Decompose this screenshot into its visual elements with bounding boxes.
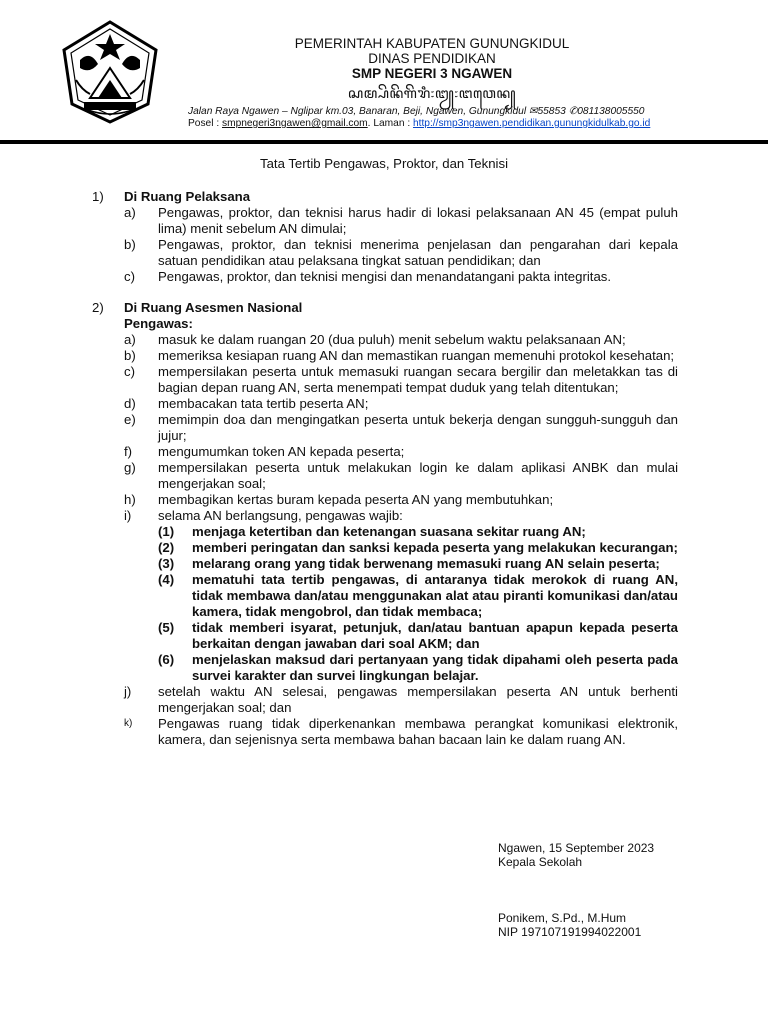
- item-text: mempersilakan peserta untuk melakukan login ke dalam aplikasi ANBK dan mulai mengerjakan soal;: [158, 460, 678, 491]
- department-name: DINAS PENDIDIKAN: [368, 51, 496, 66]
- address-line: [188, 106, 688, 118]
- item-text: membagikan kertas buram kepada peserta AN yang membutuhkan;: [158, 492, 554, 507]
- list-item: [92, 508, 678, 524]
- document-title: Tata Tertib Pengawas, Proktor, dan Teknisi: [259, 156, 508, 171]
- list-item: [92, 364, 678, 396]
- duty-text: tidak memberi isyarat, petunjuk, dan/atau bantuan apapun kepada peserta berkaitan dengan jawaban dari soal AKM; dan: [192, 620, 678, 651]
- letterhead: [172, 36, 692, 105]
- section-subheading: Pengawas:: [124, 316, 193, 331]
- item-text: Pengawas, proktor, dan teknisi menerima penjelasan dan pengarahan dari kepala satuan pendidikan atau pelaksana tingkat satuan pendidikan; dan: [158, 237, 678, 268]
- government-name: PEMERINTAH KABUPATEN GUNUNGKIDUL: [294, 36, 570, 51]
- duty-number: (3): [158, 556, 175, 571]
- signer-position: Kepala Sekolah: [498, 855, 583, 869]
- gunungkidul-emblem-logo: [60, 20, 160, 124]
- item-text: masuk ke dalam ruangan 20 (dua puluh) menit sebelum waktu pelaksanaan AN;: [158, 332, 626, 347]
- item-text: setelah waktu AN selesai, pengawas mempersilakan peserta AN untuk berhenti mengerjakan soal; dan: [158, 684, 678, 715]
- item-text: Pengawas ruang tidak diperkenankan membawa perangkat komunikasi elektronik, kamera, dan sejenisnya serta membawa bahan bacaan lain ke dalam ruang AN.: [158, 716, 678, 747]
- duty-text: melarang orang yang tidak berwenang memasuki ruang AN selain peserta;: [192, 556, 660, 571]
- duty-item: [158, 556, 678, 572]
- item-letter: b): [124, 348, 136, 363]
- list-item: [92, 332, 678, 348]
- signature-block: [498, 841, 654, 939]
- item-text: memimpin doa dan mengingatkan peserta untuk bekerja dengan sungguh-sungguh dan jujur;: [158, 412, 678, 443]
- duties-list: [158, 524, 678, 684]
- list-item: [92, 237, 678, 269]
- duty-number: (4): [158, 572, 175, 587]
- document-body: [92, 189, 678, 763]
- item-letter: a): [124, 205, 136, 220]
- duty-item: [158, 620, 678, 652]
- item-letter: f): [124, 444, 133, 459]
- duty-item: [158, 524, 678, 540]
- email-link[interactable]: smpnegeri3ngawen@gmail.com: [221, 118, 368, 129]
- postal-code: 55853: [537, 106, 566, 117]
- section-heading: Di Ruang Asesmen Nasional: [124, 300, 303, 315]
- item-text: memeriksa kesiapan ruang AN dan memastikan ruangan memenuhi protokol kesehatan;: [158, 348, 675, 363]
- list-item: [92, 396, 678, 412]
- section-ruang-asesmen: [92, 300, 678, 748]
- section-number: 2): [92, 300, 104, 315]
- item-text: selama AN berlangsung, pengawas wajib:: [158, 508, 403, 523]
- item-text: mempersilakan peserta untuk memasuki ruangan secara bergilir dan meletakkan tas di bagian depan ruang AN, serta menempati tempat duduk yang telah ditentukan;: [158, 364, 678, 395]
- list-item: [92, 348, 678, 364]
- item-letter: c): [124, 364, 135, 379]
- duty-text: memberi peringatan dan sanksi kepada peserta yang melakukan kecurangan;: [192, 540, 678, 555]
- item-letter: g): [124, 460, 136, 475]
- item-letter: e): [124, 412, 136, 427]
- item-letter: i): [124, 508, 132, 523]
- phone-icon: ✆: [568, 106, 578, 117]
- duty-number: (2): [158, 540, 175, 555]
- item-letter: h): [124, 492, 136, 507]
- section-number: 1): [92, 189, 104, 204]
- list-item: [92, 269, 678, 285]
- list-item: [92, 412, 678, 444]
- signer-nip: NIP 197107191994022001: [498, 925, 642, 939]
- duty-item: [158, 540, 678, 556]
- website-link[interactable]: http://smp3ngawen.pendidikan.gunungkidulkab.go.id: [412, 118, 651, 129]
- duty-number: (1): [158, 524, 175, 539]
- section-ruang-pelaksana: [92, 189, 678, 285]
- letterhead-contact: [188, 106, 688, 130]
- signature-space: [498, 869, 654, 911]
- duty-text: menjelaskan maksud dari pertanyaan yang tidak dipahami oleh peserta pada survei karakter dan survei lingkungan belajar.: [192, 652, 678, 683]
- duty-number: (5): [158, 620, 175, 635]
- signer-name: Ponikem, S.Pd., M.Hum: [498, 911, 627, 925]
- item-text: mengumumkan token AN kepada peserta;: [158, 444, 405, 459]
- item-text: Pengawas, proktor, dan teknisi mengisi dan menandatangani pakta integritas.: [158, 269, 612, 284]
- list-item: [92, 205, 678, 237]
- item-text: membacakan tata tertib peserta AN;: [158, 396, 369, 411]
- list-item: [92, 716, 678, 748]
- phone-number: 081138005550: [577, 106, 645, 117]
- address-text: Jalan Raya Ngawen – Nglipar km.03, Banaran, Beji, Ngawen, Gunungkidul: [188, 106, 527, 117]
- mail-icon: ✉: [528, 106, 538, 117]
- school-name: SMP NEGERI 3 NGAWEN: [351, 66, 513, 81]
- javanese-script-name: ꦱꦩ꧀ꦥꦼꦤꦼꦒꦼꦫꦶ꧇꧓꧇ꦔꦮꦺꦤ꧀: [347, 86, 517, 102]
- list-item: [92, 460, 678, 492]
- item-text: Pengawas, proktor, dan teknisi harus hadir di lokasi pelaksanaan AN 45 (empat puluh lima) menit sebelum AN dimulai;: [158, 205, 678, 236]
- letterhead-divider: [0, 140, 768, 144]
- duty-text: mematuhi tata tertib pengawas, di antaranya tidak merokok di ruang AN, tidak membawa dan/atau menggunakan alat atau piranti komunikasi dan/atau kamera, tidak mengobrol, dan tidak membaca;: [192, 572, 678, 619]
- website-label: . Laman :: [367, 118, 413, 129]
- list-item: [92, 444, 678, 460]
- item-letter: k): [124, 718, 133, 729]
- list-item: [92, 492, 678, 508]
- item-letter: b): [124, 237, 136, 252]
- item-letter: a): [124, 332, 136, 347]
- duty-item: [158, 572, 678, 620]
- item-letter: j): [124, 684, 132, 699]
- duty-number: (6): [158, 652, 175, 667]
- duty-text: menjaga ketertiban dan ketenangan suasana sekitar ruang AN;: [192, 524, 586, 539]
- duty-item: [158, 652, 678, 684]
- item-letter: c): [124, 269, 135, 284]
- list-item: [92, 684, 678, 716]
- item-letter: d): [124, 396, 136, 411]
- place-date: Ngawen, 15 September 2023: [498, 841, 655, 855]
- email-label: Posel :: [188, 118, 222, 129]
- section-heading: Di Ruang Pelaksana: [124, 189, 251, 204]
- contact-line: [188, 118, 688, 130]
